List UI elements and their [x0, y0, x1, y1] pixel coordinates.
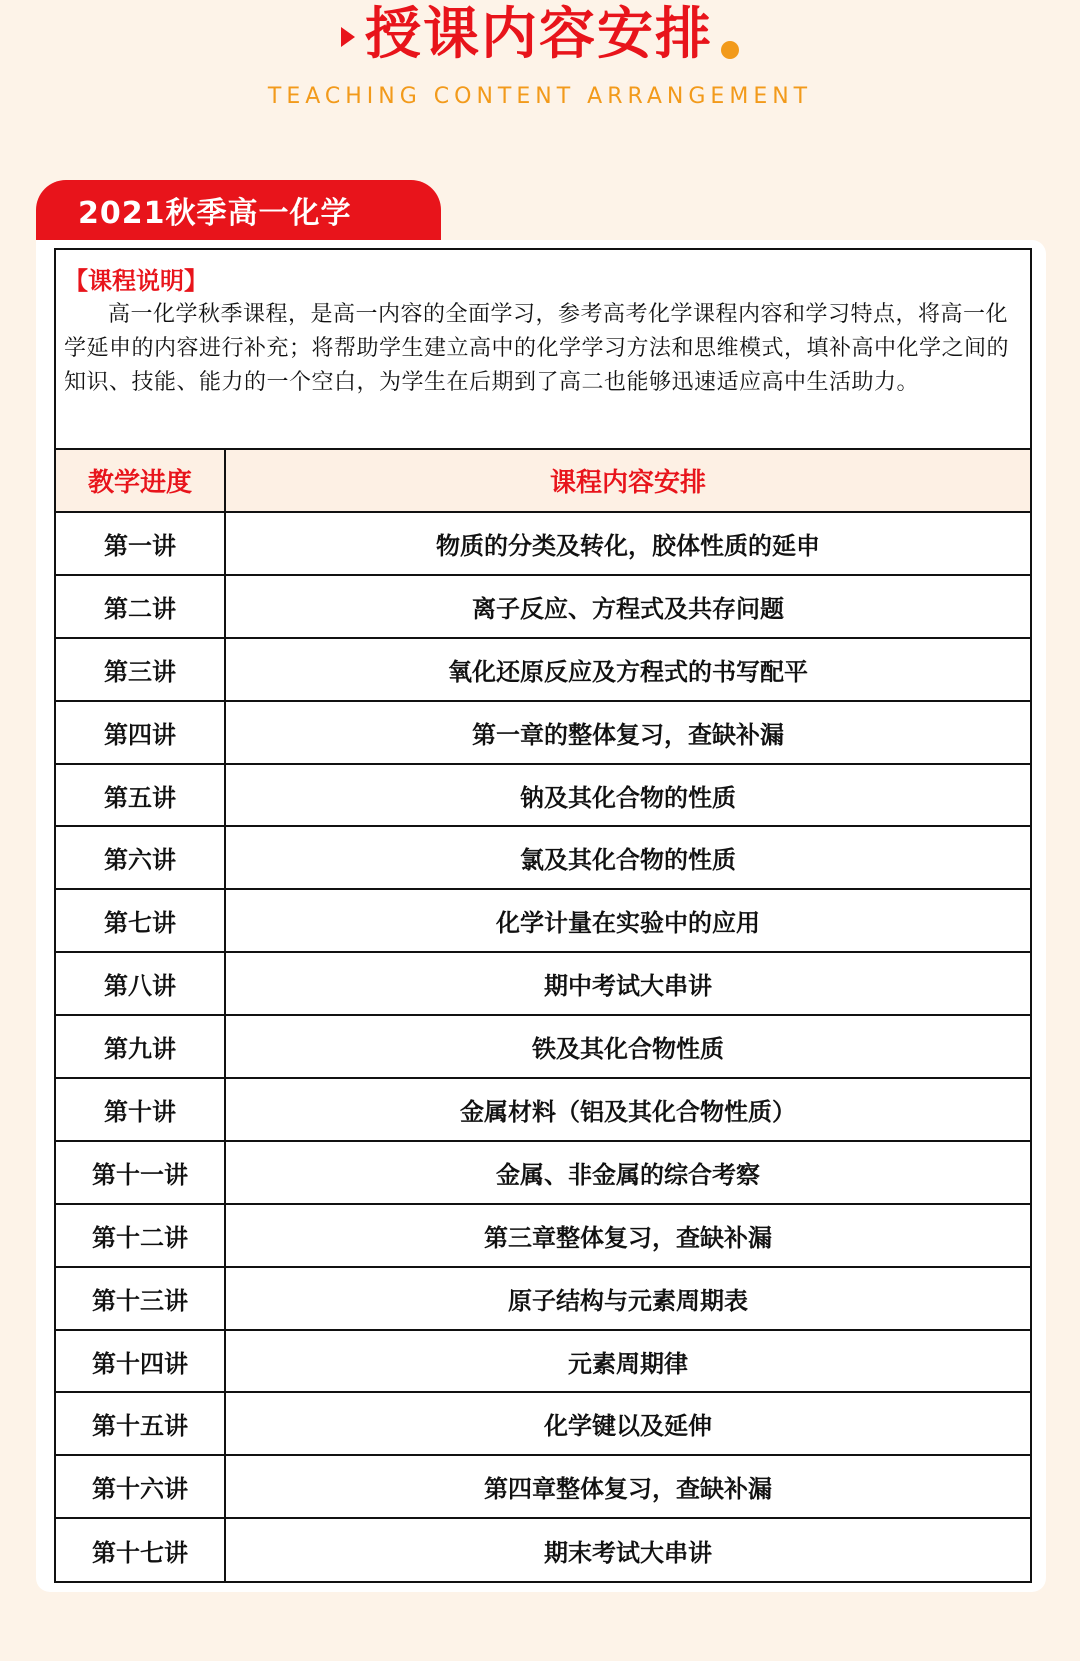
lesson-content-cell: 第三章整体复习，查缺补漏 [225, 1204, 1030, 1267]
lesson-content-cell: 氧化还原反应及方程式的书写配平 [225, 638, 1030, 701]
lesson-number-cell: 第四讲 [56, 701, 225, 764]
table-row [56, 512, 1030, 575]
table-row [56, 1204, 1030, 1267]
lesson-number-cell: 第九讲 [56, 1015, 225, 1078]
lesson-number-cell: 第八讲 [56, 952, 225, 1015]
lesson-number-cell: 第二讲 [56, 575, 225, 638]
header-title-row [0, 0, 1080, 70]
table-header-row [56, 450, 1030, 512]
lesson-number-cell: 第十二讲 [56, 1204, 225, 1267]
lesson-number-cell: 第十六讲 [56, 1455, 225, 1518]
lesson-number-cell: 第三讲 [56, 638, 225, 701]
triangle-marker-icon [341, 27, 355, 47]
course-intro [56, 250, 1030, 450]
lesson-number-cell: 第五讲 [56, 764, 225, 827]
table-row [56, 575, 1030, 638]
lesson-content-cell: 化学键以及延伸 [225, 1392, 1030, 1455]
course-document [54, 248, 1032, 1583]
table-row [56, 1455, 1030, 1518]
lesson-content-cell: 金属材料（铝及其化合物性质） [225, 1078, 1030, 1141]
lesson-content-cell: 氯及其化合物的性质 [225, 826, 1030, 889]
lesson-number-cell: 第七讲 [56, 889, 225, 952]
page-title: 授课内容安排 [365, 2, 713, 67]
dot-icon [721, 41, 739, 59]
page-subtitle: TEACHING CONTENT ARRANGEMENT [267, 84, 813, 109]
table-row [56, 826, 1030, 889]
course-tab [36, 180, 441, 240]
lesson-number-cell: 第十讲 [56, 1078, 225, 1141]
lesson-number-cell: 第十七讲 [56, 1518, 225, 1581]
lesson-content-cell: 第四章整体复习，查缺补漏 [225, 1455, 1030, 1518]
page-header [0, 0, 1080, 130]
lesson-number-cell: 第一讲 [56, 512, 225, 575]
table-row [56, 1330, 1030, 1393]
table-row [56, 1078, 1030, 1141]
lesson-content-cell: 化学计量在实验中的应用 [225, 889, 1030, 952]
course-tab-label: 2021秋季高一化学 [78, 196, 352, 231]
lesson-content-cell: 离子反应、方程式及共存问题 [225, 575, 1030, 638]
lesson-content-cell: 元素周期律 [225, 1330, 1030, 1393]
lesson-content-cell: 期中考试大串讲 [225, 952, 1030, 1015]
table-row [56, 1518, 1030, 1581]
lesson-number-cell: 第十五讲 [56, 1392, 225, 1455]
schedule-table [56, 450, 1030, 1581]
table-row [56, 638, 1030, 701]
lesson-content-cell: 第一章的整体复习，查缺补漏 [225, 701, 1030, 764]
intro-heading: 【课程说明】 [64, 266, 208, 295]
table-row [56, 1015, 1030, 1078]
table-row [56, 1141, 1030, 1204]
lesson-content-cell: 钠及其化合物的性质 [225, 764, 1030, 827]
intro-body: 高一化学秋季课程，是高一内容的全面学习，参考高考化学课程内容和学习特点，将高一化学延申的内容进行补充；将帮助学生建立高中的化学学习方法和思维模式，填补高中化学之间的知识、技能、能力的一个空白，为学生在后期到了高二也能够迅速适应高中生活助力。 [64, 302, 1010, 395]
table-row [56, 952, 1030, 1015]
lesson-number-cell: 第十一讲 [56, 1141, 225, 1204]
lesson-number-cell: 第十三讲 [56, 1267, 225, 1330]
schedule-table-body [56, 512, 1030, 1581]
lesson-content-cell: 铁及其化合物性质 [225, 1015, 1030, 1078]
column-header-content: 课程内容安排 [225, 450, 1030, 512]
table-row [56, 1267, 1030, 1330]
lesson-content-cell: 原子结构与元素周期表 [225, 1267, 1030, 1330]
lesson-content-cell: 期末考试大串讲 [225, 1518, 1030, 1581]
lesson-content-cell: 物质的分类及转化，胶体性质的延申 [225, 512, 1030, 575]
lesson-content-cell: 金属、非金属的综合考察 [225, 1141, 1030, 1204]
lesson-number-cell: 第六讲 [56, 826, 225, 889]
table-row [56, 701, 1030, 764]
table-row [56, 764, 1030, 827]
lesson-number-cell: 第十四讲 [56, 1330, 225, 1393]
table-row [56, 889, 1030, 952]
table-row [56, 1392, 1030, 1455]
column-header-progress: 教学进度 [56, 450, 225, 512]
